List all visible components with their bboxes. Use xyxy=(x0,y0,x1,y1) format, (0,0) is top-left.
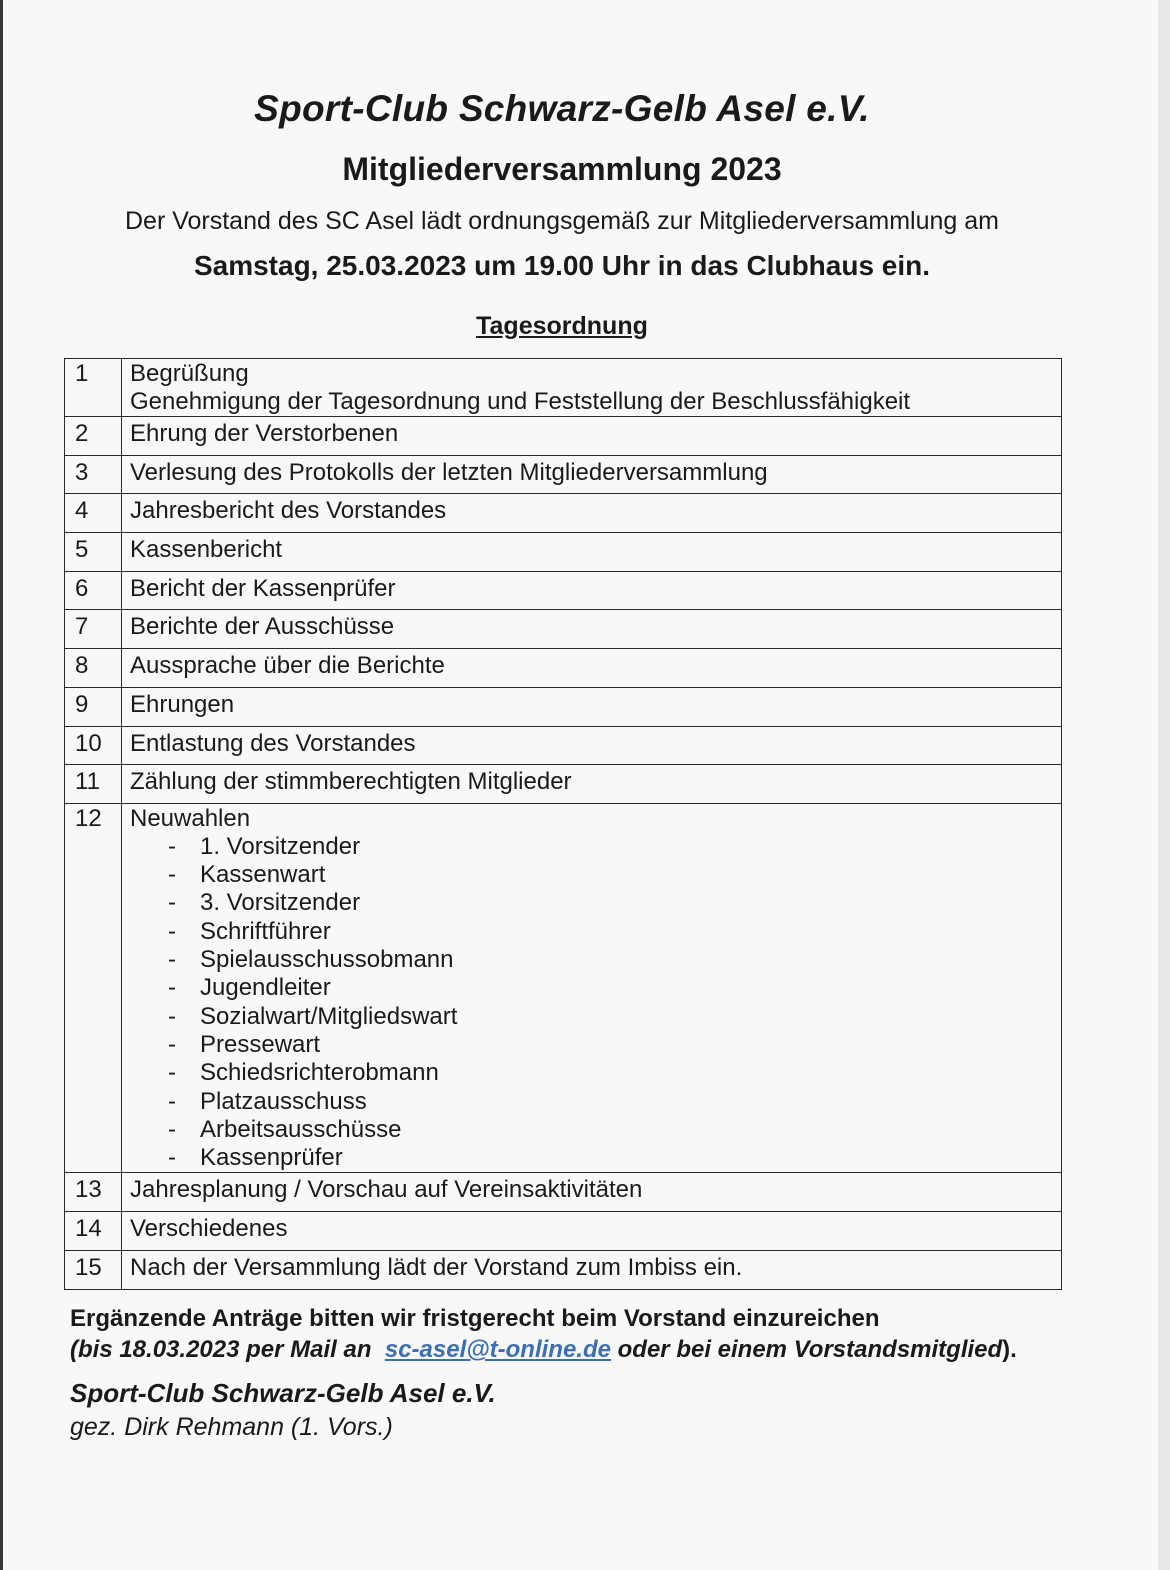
agenda-number: 2 xyxy=(65,417,122,456)
agenda-text: Ehrung der Verstorbenen xyxy=(122,417,1062,456)
agenda-row xyxy=(65,1250,1062,1289)
list-item-text: Schriftführer xyxy=(200,917,331,945)
list-dash: - xyxy=(168,832,176,860)
list-dash: - xyxy=(168,974,176,1002)
agenda-text: Nach der Versammlung lädt der Vorstand zum Imbiss ein. xyxy=(122,1250,1062,1289)
list-item-text: Schiedsrichterobmann xyxy=(200,1059,439,1087)
agenda-row xyxy=(65,1212,1062,1251)
agenda-text: Berichte der Ausschüsse xyxy=(122,610,1062,649)
list-dash: - xyxy=(168,946,176,974)
list-item xyxy=(130,946,1053,974)
agenda-text: Verschiedenes xyxy=(122,1212,1062,1251)
agenda-row xyxy=(65,417,1062,456)
agenda-number: 15 xyxy=(65,1250,122,1289)
club-title: Sport-Club Schwarz-Gelb Asel e.V. xyxy=(254,88,870,129)
agenda-text: Jahresbericht des Vorstandes xyxy=(122,494,1062,533)
agenda-row xyxy=(65,649,1062,688)
agenda-text: Bericht der Kassenprüfer xyxy=(122,571,1062,610)
list-item xyxy=(130,1088,1053,1116)
list-dash: - xyxy=(168,1087,176,1115)
submission-note-line2 xyxy=(70,1334,1130,1365)
agenda-number: 12 xyxy=(65,803,122,1173)
note-suffix: oder bei einem Vorstandsmitglied xyxy=(617,1336,1003,1363)
list-dash: - xyxy=(168,1144,176,1172)
agenda-row xyxy=(65,455,1062,494)
agenda-row xyxy=(65,1173,1062,1212)
election-list xyxy=(130,833,1053,1173)
list-item xyxy=(130,1003,1053,1031)
list-item-text: 3. Vorsitzender xyxy=(200,889,361,917)
agenda-number: 5 xyxy=(65,533,122,572)
list-item xyxy=(130,1059,1053,1087)
invitation-text: Der Vorstand des SC Asel lädt ordnungsgemäß zur Mitgliederversammlung am xyxy=(124,207,999,235)
list-item xyxy=(130,1144,1053,1172)
agenda-row xyxy=(65,571,1062,610)
agenda-row xyxy=(65,726,1062,765)
list-item-text: Kassenprüfer xyxy=(200,1144,343,1172)
list-dash: - xyxy=(168,861,176,889)
agenda-text: Ehrungen xyxy=(122,687,1062,726)
list-item-text: 1. Vorsitzender xyxy=(200,832,361,860)
meeting-title: Mitgliederversammlung 2023 xyxy=(342,151,782,187)
submission-note xyxy=(70,1303,1130,1365)
agenda-line: Genehmigung der Tagesordnung und Feststellung der Beschlussfähigkeit xyxy=(130,388,911,415)
agenda-number: 10 xyxy=(65,726,122,765)
agenda-row xyxy=(65,803,1062,1173)
agenda-line: Begrüßung xyxy=(130,360,249,387)
agenda-text: Jahresplanung / Vorschau auf Vereinsaktivitäten xyxy=(122,1173,1062,1212)
agenda-text xyxy=(122,803,1062,1173)
list-item xyxy=(130,1116,1053,1144)
agenda-row xyxy=(65,765,1062,804)
agenda-number: 11 xyxy=(65,765,122,804)
agenda-text: Kassenbericht xyxy=(122,533,1062,572)
agenda-line: Neuwahlen xyxy=(130,804,251,832)
agenda-number: 1 xyxy=(65,359,122,417)
list-item xyxy=(130,918,1053,946)
note-close: ). xyxy=(1002,1336,1017,1363)
agenda-table xyxy=(64,358,1062,1290)
agenda-text: Entlastung des Vorstandes xyxy=(122,726,1062,765)
agenda-row xyxy=(65,494,1062,533)
list-item xyxy=(130,861,1053,889)
agenda-text: Verlesung des Protokolls der letzten Mitgliederversammlung xyxy=(122,455,1062,494)
agenda-number: 14 xyxy=(65,1212,122,1251)
list-item-text: Jugendleiter xyxy=(200,974,331,1002)
agenda-row xyxy=(65,687,1062,726)
submission-note-line1: Ergänzende Anträge bitten wir fristgerecht beim Vorstand einzureichen xyxy=(70,1305,880,1332)
agenda-heading: Tagesordnung xyxy=(476,312,648,340)
list-item-text: Pressewart xyxy=(200,1030,321,1058)
agenda-row xyxy=(65,359,1062,417)
agenda-number: 3 xyxy=(65,455,122,494)
list-dash: - xyxy=(168,1002,176,1030)
list-item-text: Kassenwart xyxy=(200,861,326,889)
agenda-number: 4 xyxy=(65,494,122,533)
note-prefix: (bis 18.03.2023 per Mail an xyxy=(70,1336,372,1363)
list-item-text: Platzausschuss xyxy=(200,1087,367,1115)
agenda-text: Zählung der stimmberechtigten Mitglieder xyxy=(122,765,1062,804)
list-item xyxy=(130,974,1053,1002)
list-item xyxy=(130,833,1053,861)
signature-name: gez. Dirk Rehmann (1. Vors.) xyxy=(70,1413,393,1441)
list-dash: - xyxy=(168,889,176,917)
agenda-number: 8 xyxy=(65,649,122,688)
meeting-datetime: Samstag, 25.03.2023 um 19.00 Uhr in das Clubhaus ein. xyxy=(193,250,931,281)
agenda-row xyxy=(65,610,1062,649)
list-dash: - xyxy=(168,1115,176,1143)
list-item-text: Sozialwart/Mitgliedswart xyxy=(200,1002,458,1030)
list-dash: - xyxy=(168,917,176,945)
list-item xyxy=(130,1031,1053,1059)
agenda-number: 13 xyxy=(65,1173,122,1212)
agenda-number: 6 xyxy=(65,571,122,610)
list-item-text: Arbeitsausschüsse xyxy=(200,1115,402,1143)
agenda-text xyxy=(122,359,1062,417)
agenda-number: 7 xyxy=(65,610,122,649)
list-dash: - xyxy=(168,1030,176,1058)
agenda-row xyxy=(65,533,1062,572)
signature-club: Sport-Club Schwarz-Gelb Asel e.V. xyxy=(70,1378,496,1408)
agenda-number: 9 xyxy=(65,687,122,726)
email-link[interactable]: sc-asel@t-online.de xyxy=(384,1336,611,1363)
list-dash: - xyxy=(168,1059,176,1087)
list-item-text: Spielausschussobmann xyxy=(200,946,454,974)
agenda-text: Aussprache über die Berichte xyxy=(122,649,1062,688)
list-item xyxy=(130,889,1053,917)
